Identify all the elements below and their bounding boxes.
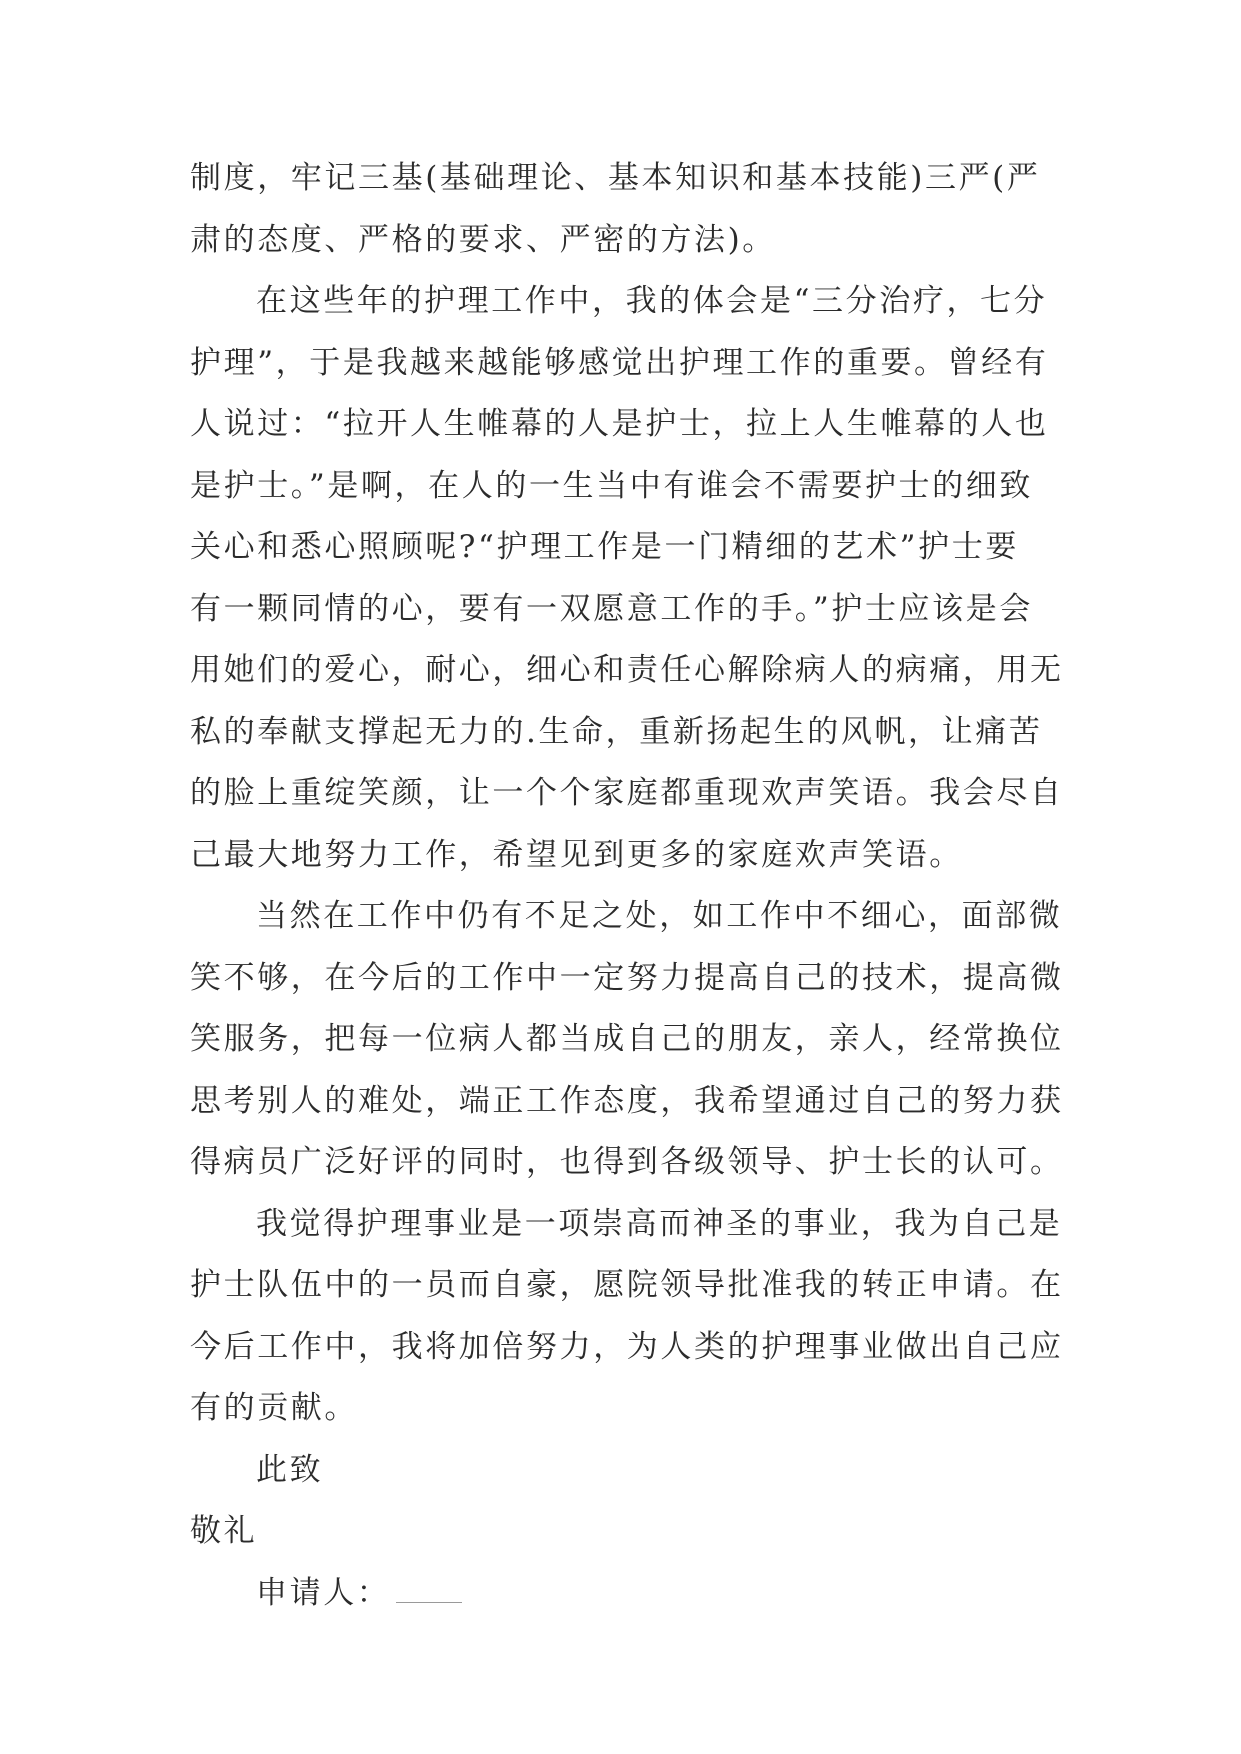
text-line: 是护士。”是啊，在人的一生当中有谁会不需要护士的细致 xyxy=(190,467,1033,504)
text-line: 制度，牢记三基(基础理论、基本知识和基本技能)三严(严 xyxy=(190,160,1041,196)
text-line: 人说过：“拉开人生帷幕的人是护士，拉上人生帷幕的人也 xyxy=(190,406,1049,442)
text-line: 笑服务，把每一位病人都当成自己的朋友，亲人，经常换位 xyxy=(190,1021,1064,1057)
text-line: 用她们的爱心，耐心，细心和责任心解除病人的病痛，用无 xyxy=(190,652,1064,688)
closing-salutation: 此致 xyxy=(256,1451,324,1488)
text-line: 护理”，于是我越来越能够感觉出护理工作的重要。曾经有 xyxy=(190,344,1049,381)
closing-regards: 敬礼 xyxy=(190,1513,258,1549)
text-line: 肃的态度、严格的要求、严密的方法)。 xyxy=(190,221,776,258)
paragraph-start: 我觉得护理事业是一项崇高而神圣的事业，我为自己是 xyxy=(256,1205,1063,1242)
text-line: 私的奉献支撑起无力的.生命，重新扬起生的风帆，让痛苦 xyxy=(190,713,1043,750)
text-line: 关心和悉心照顾呢?“护理工作是一门精细的艺术”护士要 xyxy=(190,529,1019,565)
text-line: 今后工作中，我将加倍努力，为人类的护理事业做出自己应 xyxy=(190,1328,1064,1365)
text-line: 的脸上重绽笑颜，让一个个家庭都重现欢声笑语。我会尽自 xyxy=(190,775,1064,811)
text-line: 思考别人的难处，端正工作态度，我希望通过自己的努力获 xyxy=(190,1082,1064,1119)
letter-body xyxy=(190,148,1064,1624)
text-line: 笑不够，在今后的工作中一定努力提高自己的技术，提高微 xyxy=(190,959,1064,996)
signature-label: 申请人： xyxy=(256,1574,391,1611)
text-line: 护士队伍中的一员而自豪，愿院领导批准我的转正申请。在 xyxy=(190,1267,1064,1303)
text-line: 得病员广泛好评的同时，也得到各级领导、护士长的认可。 xyxy=(190,1144,1064,1180)
signature-blank xyxy=(396,1588,462,1603)
signature-line xyxy=(190,1563,1060,1625)
paragraph-start: 当然在工作中仍有不足之处，如工作中不细心，面部微 xyxy=(256,898,1063,934)
text-line: 有一颗同情的心，要有一双愿意工作的手。”护士应该是会 xyxy=(190,590,1033,627)
text-line: 己最大地努力工作，希望见到更多的家庭欢声笑语。 xyxy=(190,836,963,873)
text-line: 有的贡献。 xyxy=(190,1390,358,1426)
paragraph-start: 在这些年的护理工作中，我的体会是“三分治疗，七分 xyxy=(256,283,1048,319)
